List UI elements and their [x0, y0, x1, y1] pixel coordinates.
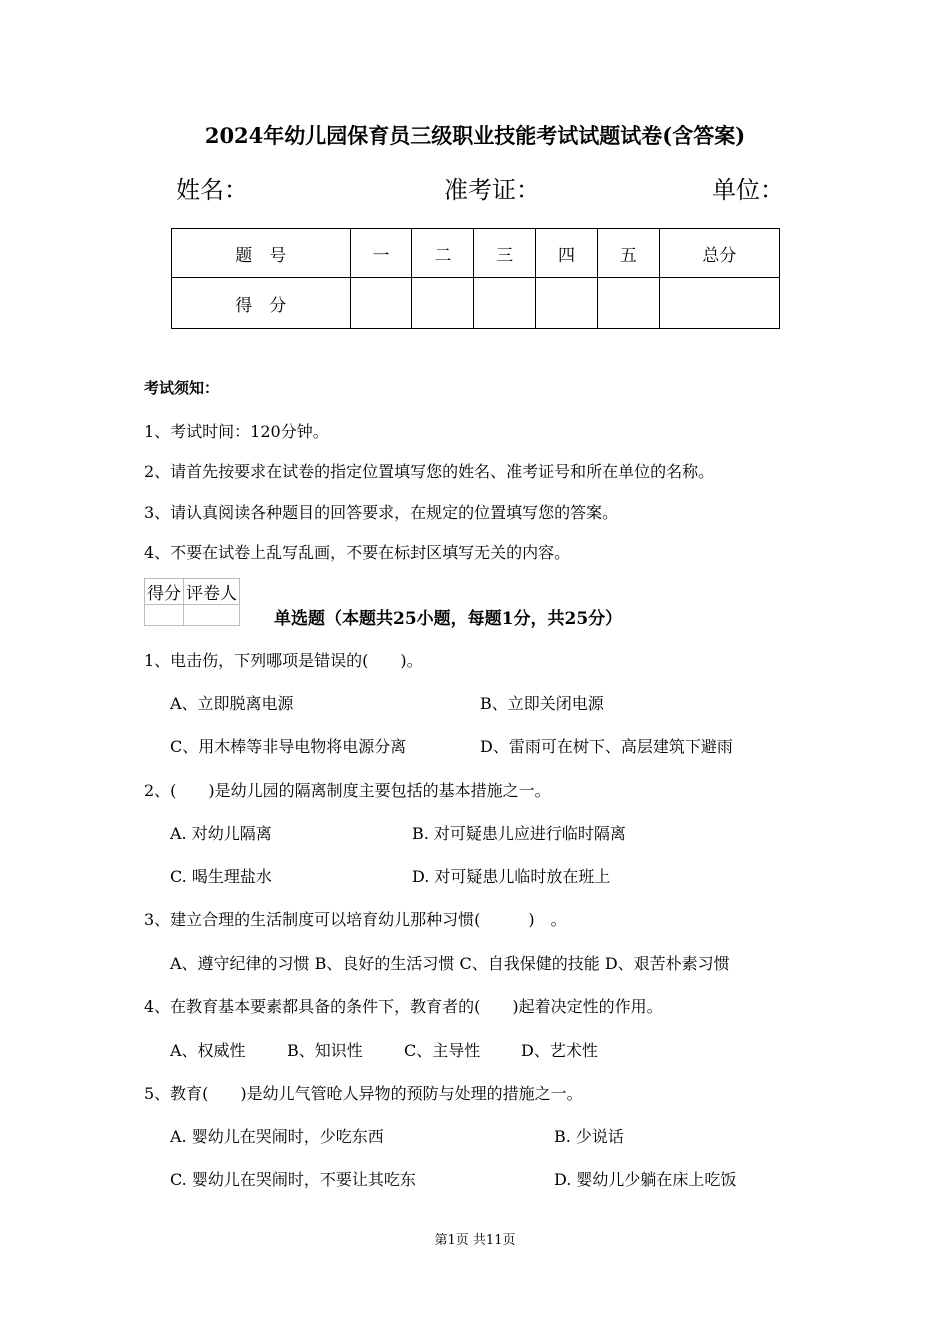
exam-id-field-label: 准考证： [444, 176, 540, 204]
score-cell[interactable] [659, 278, 779, 329]
question-option: D、雷雨可在树下、高层建筑下避雨 [480, 737, 733, 756]
question-option: C. 喝生理盐水 [170, 867, 272, 886]
score-table-header-row [172, 229, 780, 278]
page-footer: 第1页 共11页 [434, 1233, 516, 1248]
grader-score-cell[interactable] [145, 605, 184, 626]
notice-item: 4、不要在试卷上乱写乱画，不要在标封区填写无关的内容。 [144, 543, 571, 562]
score-row-label: 得 分 [172, 278, 351, 329]
question-option: A. 婴幼儿在哭闹时，少吃东西 [170, 1127, 384, 1146]
score-cell[interactable] [350, 278, 412, 329]
score-table-header-cell: 五 [597, 229, 659, 278]
question-stem: 1、电击伤，下列哪项是错误的( )。 [144, 651, 423, 670]
name-field-label: 姓名： [176, 176, 248, 204]
notice-item: 1、考试时间：120分钟。 [144, 422, 329, 441]
grader-name-cell[interactable] [184, 605, 240, 626]
score-table-score-row [172, 278, 780, 329]
grader-score-label: 得分 [145, 579, 184, 605]
question-stem: 3、建立合理的生活制度可以培育幼儿那种习惯( ) 。 [144, 910, 567, 929]
question-option: A、立即脱离电源 [170, 694, 294, 713]
score-cell[interactable] [412, 278, 474, 329]
score-table-header-cell: 三 [474, 229, 536, 278]
score-table-header-cell: 总分 [659, 229, 779, 278]
question-option: C. 婴幼儿在哭闹时，不要让其吃东 [170, 1170, 416, 1189]
notice-item: 3、请认真阅读各种题目的回答要求，在规定的位置填写您的答案。 [144, 503, 619, 522]
question-stem: 2、( )是幼儿园的隔离制度主要包括的基本措施之一。 [144, 781, 551, 800]
score-cell[interactable] [536, 278, 598, 329]
question-option: D. 婴幼儿少躺在床上吃饭 [554, 1170, 737, 1189]
question-option: B、立即关闭电源 [480, 694, 604, 713]
question-option: B. 对可疑患儿应进行临时隔离 [412, 824, 626, 843]
question-option: B. 少说话 [554, 1127, 624, 1146]
score-cell[interactable] [474, 278, 536, 329]
question-stem: 5、教育( )是幼儿气管呛人异物的预防与处理的措施之一。 [144, 1084, 583, 1103]
score-cell[interactable] [597, 278, 659, 329]
question-option: D. 对可疑患儿临时放在班上 [412, 867, 611, 886]
question-option: C、主导性 [404, 1041, 481, 1060]
question-options-line: A、遵守纪律的习惯 B、良好的生活习惯 C、自我保健的技能 D、艰苦朴素习惯 [170, 954, 730, 973]
question-option: A. 对幼儿隔离 [170, 824, 272, 843]
exam-title: 2024年幼儿园保育员三级职业技能考试试题试卷(含答案) [204, 123, 746, 148]
notice-title: 考试须知： [144, 379, 220, 397]
unit-field-label: 单位： [712, 176, 784, 204]
score-table-header-cell: 一 [350, 229, 412, 278]
question-option: B、知识性 [287, 1041, 363, 1060]
section-title: 单选题（本题共25小题，每题1分，共25分） [274, 609, 623, 629]
question-option: C、用木棒等非导电物将电源分离 [170, 737, 407, 756]
grader-box [144, 578, 240, 626]
score-table-header-cell: 四 [536, 229, 598, 278]
score-table-header-cell: 题 号 [172, 229, 351, 278]
notice-item: 2、请首先按要求在试卷的指定位置填写您的姓名、准考证号和所在单位的名称。 [144, 462, 715, 481]
question-option: A、权威性 [170, 1041, 246, 1060]
score-table [171, 228, 780, 329]
score-table-header-cell: 二 [412, 229, 474, 278]
question-option: D、艺术性 [521, 1041, 598, 1060]
grader-name-label: 评卷人 [184, 579, 240, 605]
question-stem: 4、在教育基本要素都具备的条件下，教育者的( )起着决定性的作用。 [144, 997, 663, 1016]
